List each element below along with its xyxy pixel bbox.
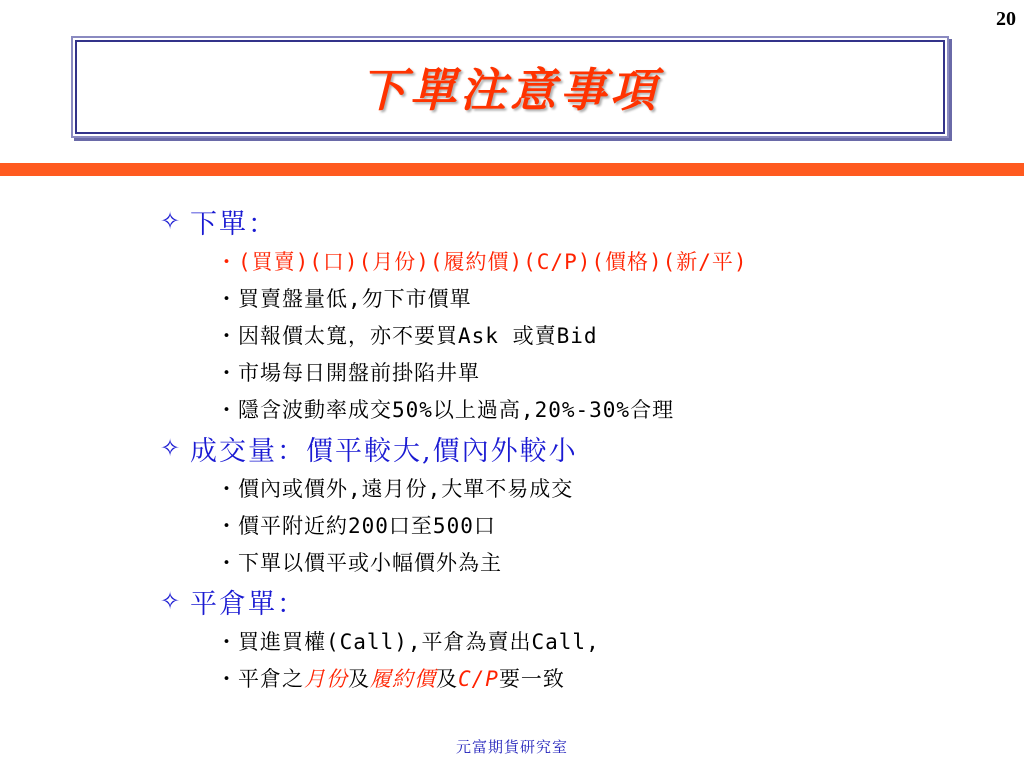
section-volume	[160, 427, 980, 580]
list-item	[216, 659, 980, 696]
bullet-dot: ・	[216, 476, 238, 501]
list-item-text: (買賣)(口)(月份)(履約價)(C/P)(價格)(新/平)	[238, 249, 748, 274]
section-heading-text: 平倉單：	[190, 588, 306, 620]
section-heading-text: 下單：	[190, 208, 277, 240]
list-item-text: 因報價太寬，亦不要買Ask 或賣Bid	[238, 323, 598, 348]
highlight-cp: C/P	[458, 666, 499, 691]
slide-content	[160, 200, 980, 696]
bullet-dot: ・	[216, 323, 238, 348]
text-segment: 及	[436, 666, 458, 691]
list-item-text: 買進買權(Call),平倉為賣出Call,	[238, 629, 600, 654]
section-heading	[160, 580, 980, 622]
list-item	[216, 390, 980, 427]
bullet-dot: ・	[216, 397, 238, 422]
list-item	[216, 353, 980, 390]
section-order	[160, 200, 980, 427]
list-item	[216, 543, 980, 580]
bullet-dot: ・	[216, 629, 238, 654]
text-segment: 及	[348, 666, 370, 691]
list-item	[216, 279, 980, 316]
bullet-dot: ・	[216, 550, 238, 575]
section-heading	[160, 200, 980, 242]
list-item-text	[238, 663, 565, 693]
list-item-text: 下單以價平或小幅價外為主	[238, 550, 502, 575]
bullet-dot: ・	[216, 360, 238, 385]
bullet-dot: ・	[216, 249, 238, 274]
footer-text: 元富期貨研究室	[455, 738, 568, 756]
bullet-dot: ・	[216, 666, 238, 691]
slide-title: 下單注意事項	[360, 63, 660, 117]
bullet-dot: ・	[216, 286, 238, 311]
list-item	[216, 242, 980, 279]
diamond-bullet-icon: ✧	[160, 207, 183, 235]
list-item	[216, 506, 980, 543]
section-heading	[160, 427, 980, 469]
list-item-text: 隱含波動率成交50%以上過高,20%-30%合理	[238, 397, 675, 422]
title-box	[75, 40, 945, 134]
list-item-text: 市場每日開盤前掛陷井單	[238, 360, 480, 385]
list-item	[216, 469, 980, 506]
list-item	[216, 316, 980, 353]
highlight-month: 月份	[304, 666, 348, 691]
bullet-dot: ・	[216, 513, 238, 538]
list-item-text: 價平附近約200口至500口	[238, 513, 496, 538]
list-item-text: 價內或價外,遠月份,大單不易成交	[238, 476, 574, 501]
list-item	[216, 622, 980, 659]
diamond-bullet-icon: ✧	[160, 587, 183, 615]
list-item-text: 買賣盤量低,勿下市價單	[238, 286, 472, 311]
section-heading-text: 成交量：價平較大,價內外較小	[190, 435, 578, 467]
section-close	[160, 580, 980, 696]
highlight-strike: 履約價	[370, 666, 436, 691]
diamond-bullet-icon: ✧	[160, 434, 183, 462]
text-segment: 平倉之	[238, 666, 304, 691]
page-number: 20	[996, 8, 1016, 30]
text-segment: 要一致	[498, 666, 565, 691]
accent-bar	[0, 163, 1024, 176]
